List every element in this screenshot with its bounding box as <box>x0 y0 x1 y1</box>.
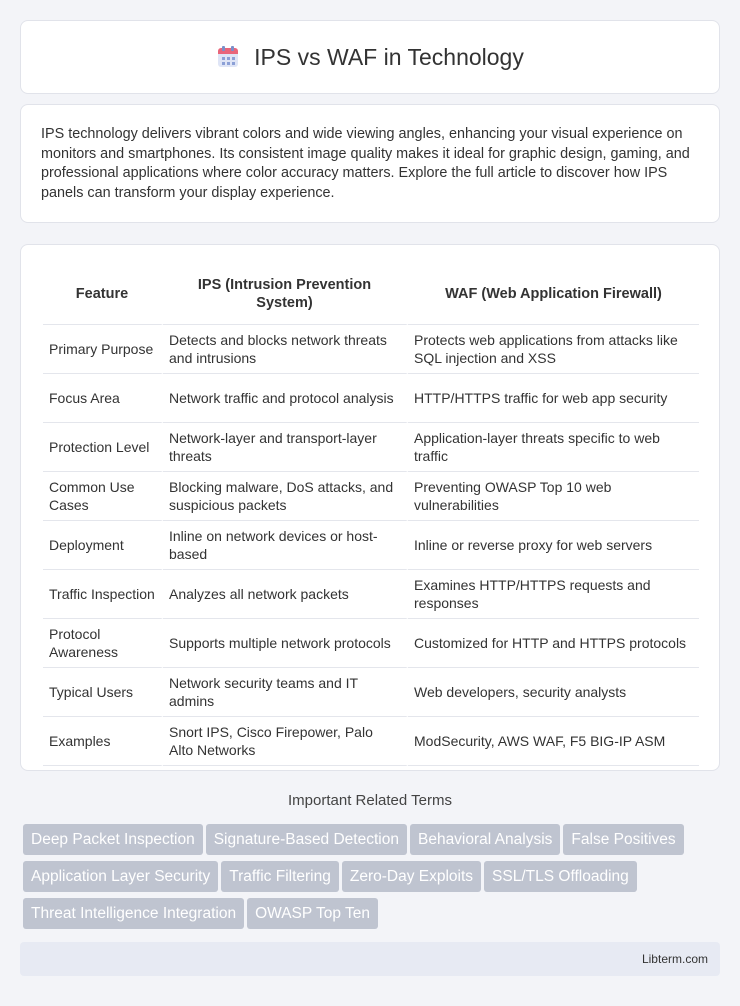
column-header-waf: WAF (Web Application Firewall) <box>408 263 699 325</box>
waf-cell: Inline or reverse proxy for web servers <box>408 521 699 570</box>
intro-text: IPS technology delivers vibrant colors and wide viewing angles, enhancing your visual experience on monitors and smartphones. Its consistent image quality makes it ideal for graphic design, gaming, and professional applications where color accuracy matters. Explore the full article to discover how IPS panels can transform your display experience. <box>41 126 690 201</box>
table-row <box>43 717 699 766</box>
column-header-ips: IPS (Intrusion Prevention System) <box>163 263 408 325</box>
table-row <box>43 325 699 374</box>
ips-cell: Network-layer and transport-layer threats <box>163 423 408 472</box>
table-row <box>43 619 699 668</box>
ips-cell: Blocking malware, DoS attacks, and suspicious packets <box>163 472 408 521</box>
feature-cell: Focus Area <box>43 374 163 423</box>
page-header <box>20 20 720 94</box>
ips-cell: Network security teams and IT admins <box>163 668 408 717</box>
waf-cell: HTTP/HTTPS traffic for web app security <box>408 374 699 423</box>
table-row <box>43 423 699 472</box>
feature-cell: Protection Level <box>43 423 163 472</box>
waf-cell: Examines HTTP/HTTPS requests and responses <box>408 570 699 619</box>
waf-cell: Customized for HTTP and HTTPS protocols <box>408 619 699 668</box>
ips-cell: Detects and blocks network threats and intrusions <box>163 325 408 374</box>
related-terms-list <box>23 824 723 935</box>
waf-cell: Application-layer threats specific to web traffic <box>408 423 699 472</box>
column-header-feature: Feature <box>43 263 163 325</box>
footer <box>20 942 720 976</box>
related-term-tag[interactable]: Threat Intelligence Integration <box>23 898 244 929</box>
feature-cell: Common Use Cases <box>43 472 163 521</box>
related-term-tag[interactable]: SSL/TLS Offloading <box>484 861 637 892</box>
related-term-tag[interactable]: Deep Packet Inspection <box>23 824 203 855</box>
page-title: IPS vs WAF in Technology <box>254 43 524 70</box>
ips-cell: Network traffic and protocol analysis <box>163 374 408 423</box>
waf-cell: Preventing OWASP Top 10 web vulnerabilities <box>408 472 699 521</box>
related-terms-title: Important Related Terms <box>288 792 452 809</box>
calendar-icon <box>216 45 240 69</box>
feature-cell: Protocol Awareness <box>43 619 163 668</box>
ips-cell: Snort IPS, Cisco Firepower, Palo Alto Networks <box>163 717 408 766</box>
ips-cell: Inline on network devices or host-based <box>163 521 408 570</box>
feature-cell: Primary Purpose <box>43 325 163 374</box>
table-row <box>43 668 699 717</box>
related-term-tag[interactable]: Behavioral Analysis <box>410 824 560 855</box>
ips-cell: Analyzes all network packets <box>163 570 408 619</box>
waf-cell: ModSecurity, AWS WAF, F5 BIG-IP ASM <box>408 717 699 766</box>
ips-cell: Supports multiple network protocols <box>163 619 408 668</box>
related-term-tag[interactable]: Signature-Based Detection <box>206 824 407 855</box>
table-row <box>43 472 699 521</box>
footer-link[interactable]: Libterm.com <box>641 952 708 966</box>
intro-card <box>20 104 720 223</box>
table-row <box>43 570 699 619</box>
comparison-card <box>20 244 720 771</box>
related-term-tag[interactable]: False Positives <box>563 824 683 855</box>
related-term-tag[interactable]: Zero-Day Exploits <box>342 861 481 892</box>
table-header-row <box>43 263 699 325</box>
feature-cell: Traffic Inspection <box>43 570 163 619</box>
feature-cell: Deployment <box>43 521 163 570</box>
comparison-table <box>43 263 699 766</box>
related-term-tag[interactable]: Traffic Filtering <box>221 861 339 892</box>
feature-cell: Typical Users <box>43 668 163 717</box>
related-term-tag[interactable]: OWASP Top Ten <box>247 898 378 929</box>
table-row <box>43 374 699 423</box>
table-row <box>43 521 699 570</box>
waf-cell: Protects web applications from attacks like SQL injection and XSS <box>408 325 699 374</box>
waf-cell: Web developers, security analysts <box>408 668 699 717</box>
feature-cell: Examples <box>43 717 163 766</box>
related-term-tag[interactable]: Application Layer Security <box>23 861 218 892</box>
